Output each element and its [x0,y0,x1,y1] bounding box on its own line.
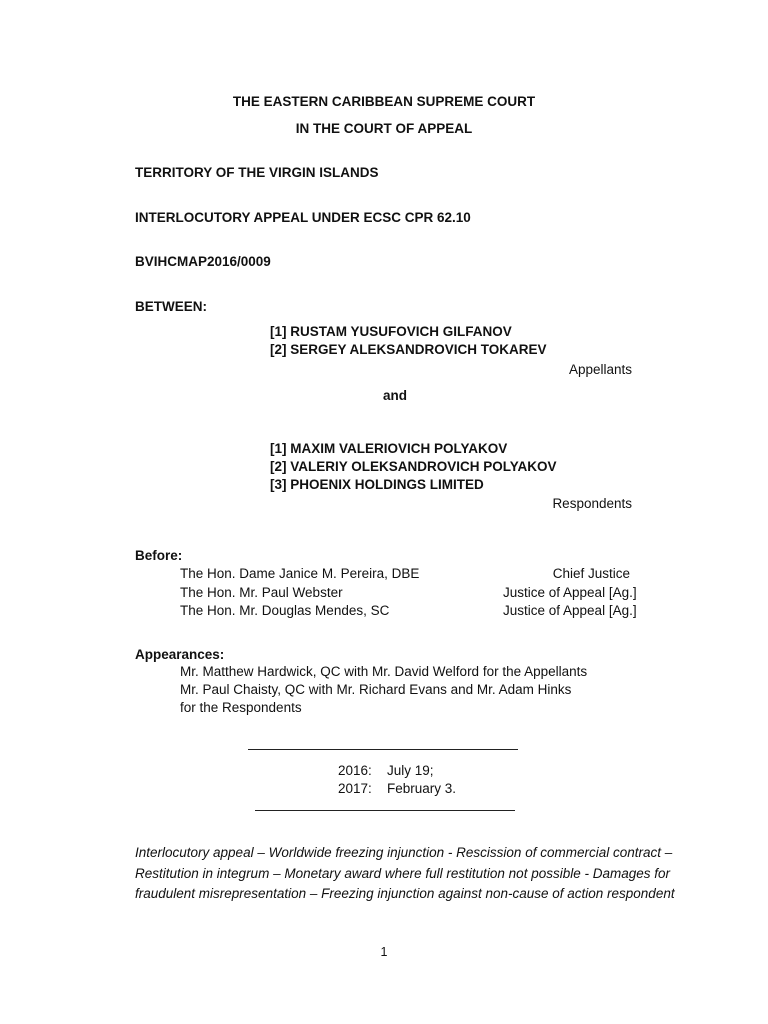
appearance-line-2: Mr. Paul Chaisty, QC with Mr. Richard Evans and Mr. Adam Hinks [180,682,572,697]
divider-top [248,749,518,750]
summary-line-1: Interlocutory appeal – Worldwide freezing injunction - Rescission of commercial contract – [135,845,673,860]
court-name: THE EASTERN CARIBBEAN SUPREME COURT [232,94,536,109]
appellant-1: [1] RUSTAM YUSUFOVICH GILFANOV [270,324,512,339]
appearance-line-1: Mr. Matthew Hardwick, QC with Mr. David Welford for the Appellants [180,664,588,679]
territory: TERRITORY OF THE VIRGIN ISLANDS [135,165,379,180]
judge-3-title: Justice of Appeal [Ag.] [503,603,637,618]
page-number: 1 [380,945,388,959]
appellant-2: [2] SERGEY ALEKSANDROVICH TOKAREV [270,342,547,357]
before-label: Before: [135,548,183,563]
between-label: BETWEEN: [135,299,207,314]
hearing-date: July 19; [387,763,434,778]
summary-line-2: Restitution in integrum – Monetary award where full restitution not possible - Damages for [135,866,671,881]
respondents-label: Respondents [552,496,632,511]
appeal-type: INTERLOCUTORY APPEAL UNDER ECSC CPR 62.10 [135,210,471,225]
judgment-year: 2017: [338,781,372,796]
appearance-line-3: for the Respondents [180,700,302,715]
hearing-year: 2016: [338,763,372,778]
judge-1-title: Chief Justice [552,566,630,581]
judge-2-name: The Hon. Mr. Paul Webster [180,585,343,600]
appellants-label: Appellants [568,362,632,377]
appearances-label: Appearances: [135,647,225,662]
judge-1-name: The Hon. Dame Janice M. Pereira, DBE [180,566,420,581]
case-number: BVIHCMAP2016/0009 [135,254,271,269]
judge-3-name: The Hon. Mr. Douglas Mendes, SC [180,603,390,618]
respondent-2: [2] VALERIY OLEKSANDROVICH POLYAKOV [270,459,557,474]
judge-2-title: Justice of Appeal [Ag.] [503,585,637,600]
divider-bottom [255,810,515,811]
and-label: and [382,388,407,403]
respondent-3: [3] PHOENIX HOLDINGS LIMITED [270,477,484,492]
respondent-1: [1] MAXIM VALERIOVICH POLYAKOV [270,441,508,456]
summary-line-3: fraudulent misrepresentation – Freezing injunction against non-cause of action respondent [135,886,675,901]
court-division: IN THE COURT OF APPEAL [295,121,473,136]
judgment-date: February 3. [387,781,457,796]
